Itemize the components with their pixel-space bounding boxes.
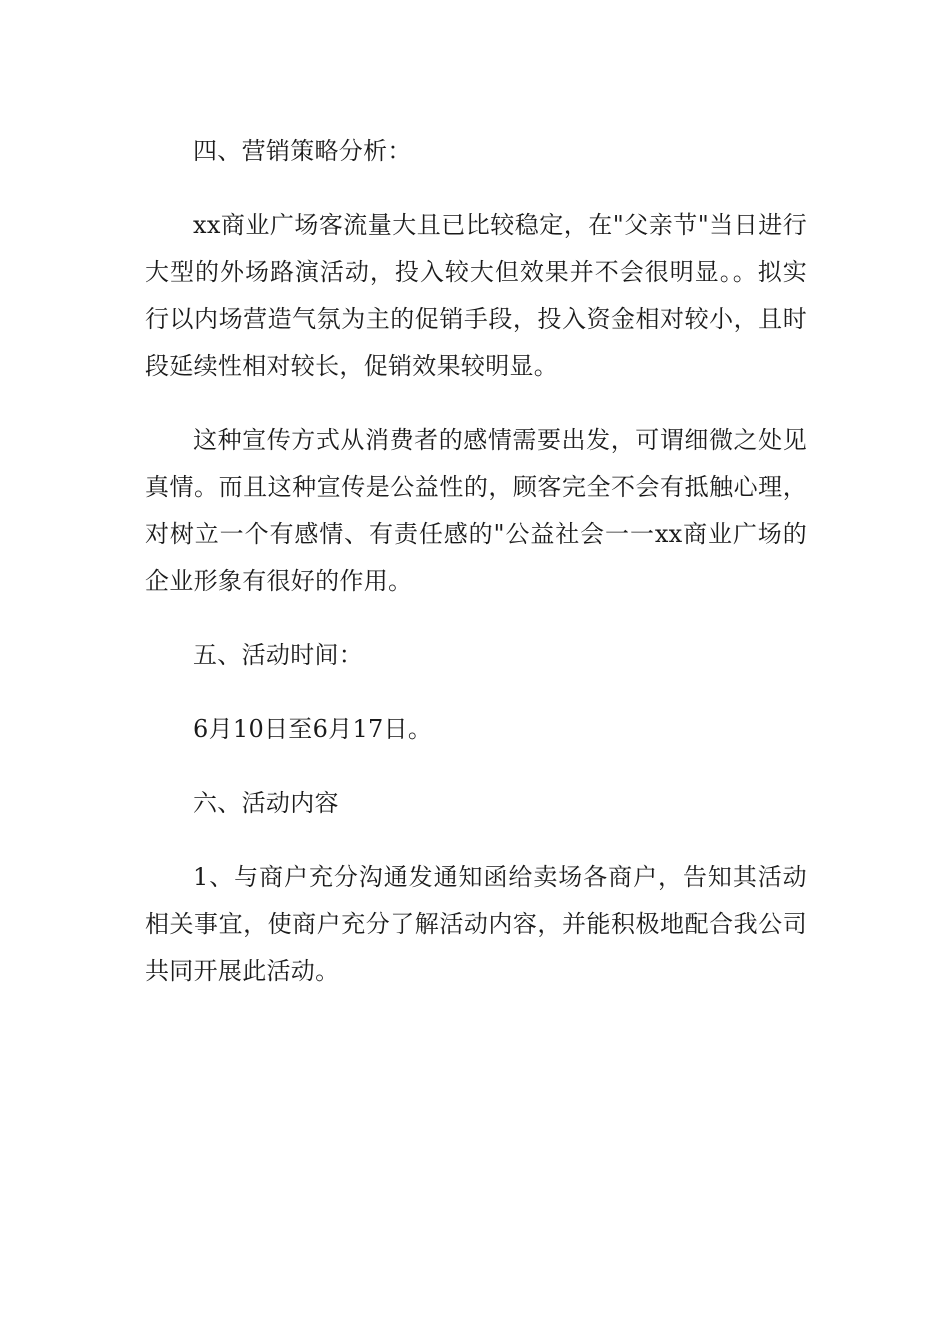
paragraph-activity-dates: 6月10日至6月17日。 — [193, 715, 433, 743]
paragraph-merchant-notice: 1、与商户充分沟通发通知函给卖场各商户，告知其活动相关事宜，使商户充分了解活动内容，并能积极地配合我公司共同开展此活动。 — [145, 863, 807, 985]
heading-activity-content: 六、活动内容 — [193, 789, 339, 817]
paragraph-strategy-detail: xx商业广场客流量大且已比较稳定，在"父亲节"当日进行大型的外场路演活动，投入较大但效果并不会很明显。。拟实行以内场营造气氛为主的促销手段，投入资金相对较小，且时段延续性相对较长，促销效果较明显。 — [145, 211, 807, 380]
heading-marketing-strategy: 四、营销策略分析： — [193, 137, 412, 165]
document-body — [145, 128, 807, 1022]
paragraph-promotion-effect: 这种宣传方式从消费者的感情需要出发，可谓细微之处见真情。而且这种宣传是公益性的，顾客完全不会有抵触心理，对树立一个有感情、有责任感的"公益社会一一xx商业广场的企业形象有很好的作用。 — [145, 426, 807, 595]
heading-activity-time: 五、活动时间： — [193, 641, 364, 669]
